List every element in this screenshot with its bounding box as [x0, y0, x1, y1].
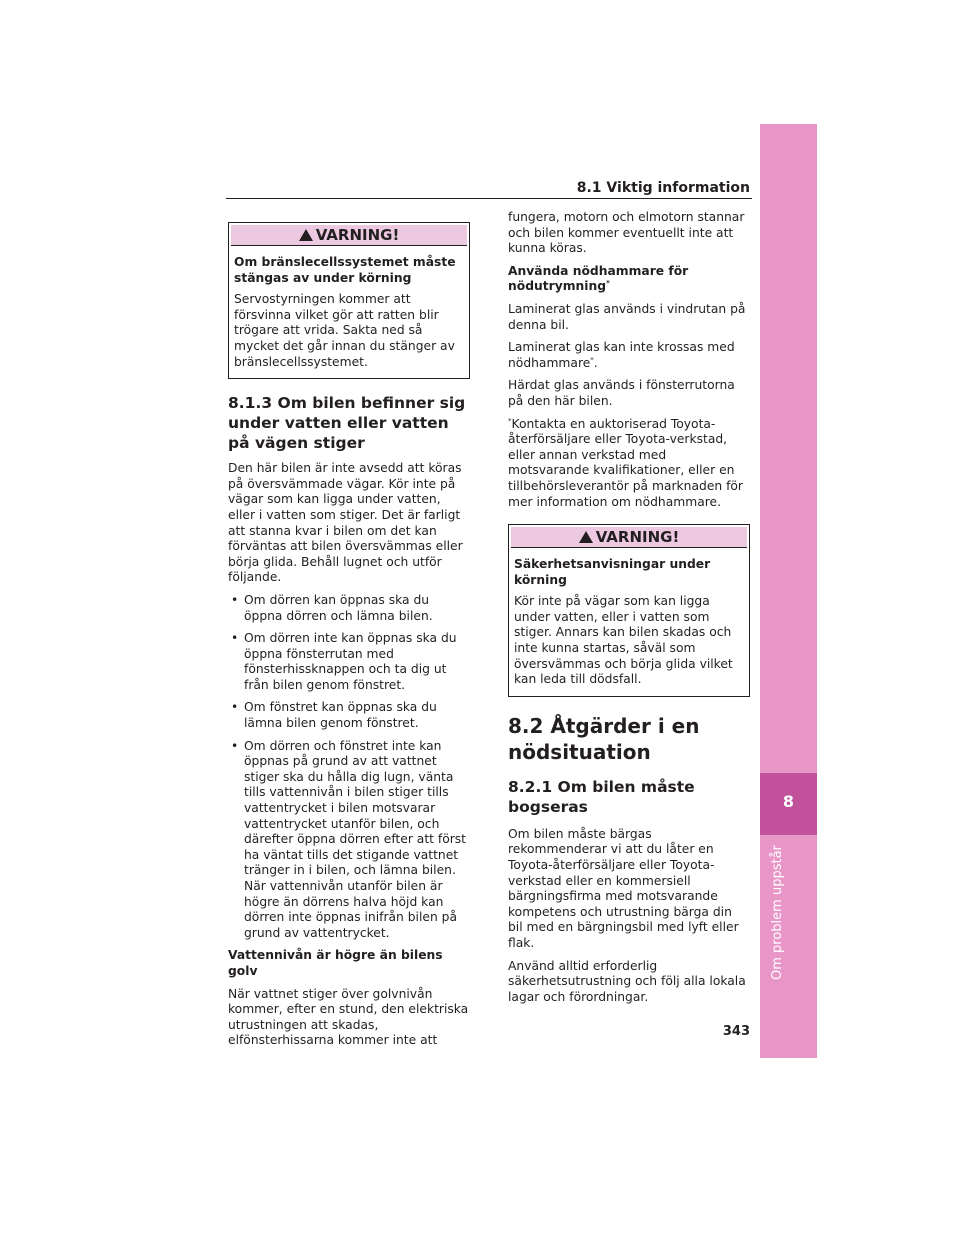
paragraph: Laminerat glas används i vindrutan på denna bil.	[508, 301, 746, 332]
warning-heading: Om bränslecellssystemet måste stängas av under körning	[234, 255, 456, 285]
left-column	[228, 222, 470, 1056]
footnote: *Kontakta en auktoriserad Toyota-återförsäljare eller Toyota-verkstad, eller annan verkstad med motsvarande kvalifikationer, eller en tillbehörsleverantör på marknaden för mer information om nödhammare.	[508, 416, 743, 509]
warning-text: Kör inte på vägar som kan ligga under vatten, eller i vatten som stiger. Annars kan bilen skadas och inte kunna startas, såväl som översvämmas och börja glida vilket kan leda till dödsfall.	[514, 594, 733, 687]
header-divider	[226, 198, 752, 199]
right-column	[508, 210, 750, 1012]
warning-header	[511, 527, 747, 548]
running-header: 8.1 Viktig information	[576, 180, 750, 196]
warning-box	[228, 222, 470, 379]
warning-title: VARNING!	[315, 226, 400, 244]
chapter-heading: 8.2 Åtgärder i en nödsituation	[508, 713, 700, 764]
continued-paragraph: fungera, motorn och elmotorn stannar och bilen kommer eventuellt inte att kunna köras.	[508, 210, 745, 256]
page-number: 343	[722, 1024, 750, 1039]
warning-icon	[299, 229, 313, 241]
paragraph: När vattnet stiger över golvnivån kommer, efter en stund, den elektriska utrustningen att skadas, elfönsterhissarna kommer inte att	[228, 986, 469, 1048]
list-item: • Om dörren och fönstret inte kan öppnas på grund av att vattnet stiger ska du hålla dig lugn, vänta tills vattennivån i bilen stiger tills vattentrycket i bilen motsvarar vattentrycket utanför bilen, och därefter öppna dörren efter att först ha väntat tills det stigande vattnet tränger in i bilen, och lämna bilen. När vattennivån utanför bilen är högre än dörrens halva höjd kan dörren inte öppnas inifrån bilen på grund av vattentrycket.	[228, 739, 470, 942]
subheading-hammer: Använda nödhammare för nödutrymning*	[508, 263, 689, 294]
section-heading: 8.1.3 Om bilen befinner sig under vatten eller vatten på vägen stiger	[228, 394, 466, 453]
paragraph: Laminerat glas kan inte krossas med nödhammare*.	[508, 340, 735, 370]
subheading: Vattennivån är högre än bilens golv	[228, 948, 443, 978]
warning-title: VARNING!	[595, 528, 680, 547]
paragraph: Om bilen måste bärgas rekommenderar vi att du låter en Toyota-återförsäljare eller Toyota-verkstad eller en kommersiell bärgningsfirma med motsvarande kompetens och utrustning bärga din bil med en bärgningsbil med lyft eller flak.	[508, 826, 739, 950]
intro-paragraph: Den här bilen är inte avsedd att köras på översvämmade vägar. Kör inte på vägar som kan ligga under vatten, eller i vatten som stiger. Det är farligt att stanna kvar i bilen om det kan förväntas att bilen översvämmas eller börja glida. Behåll lugnet och utför följande.	[228, 461, 463, 585]
warning-icon	[579, 531, 593, 543]
footnote-marker: *	[508, 416, 512, 425]
bullet-list	[228, 593, 470, 941]
footnote-marker: *	[606, 279, 610, 288]
chapter-title-text: Om problem uppstår	[770, 845, 785, 980]
warning-text: Servostyrningen kommer att försvinna vilket gör att ratten blir trögare att vrida. Sakta ned så mycket det går innan du stänger av bränslecellssystemet.	[234, 292, 455, 369]
list-item: • Om dörren kan öppnas ska du öppna dörren och lämna bilen.	[228, 593, 470, 624]
warning-heading: Säkerhetsanvisningar under körning	[514, 557, 711, 587]
paragraph: Härdat glas används i fönsterrutorna på den här bilen.	[508, 378, 735, 408]
chapter-title-vertical	[760, 840, 817, 980]
list-item: • Om dörren inte kan öppnas ska du öppna fönsterrutan med fönsterhissknappen och ta dig ut från bilen genom fönstret.	[228, 631, 470, 693]
warning-box	[508, 524, 750, 697]
section-heading: 8.2.1 Om bilen måste bogseras	[508, 777, 695, 816]
footnote-marker: *	[590, 355, 594, 364]
chapter-number: 8	[782, 792, 795, 811]
paragraph: Använd alltid erforderlig säkerhetsutrustning och följ alla lokala lagar och förordningar.	[508, 958, 746, 1004]
list-item: • Om fönstret kan öppnas ska du lämna bilen genom fönstret.	[228, 700, 470, 731]
warning-header	[231, 225, 467, 246]
